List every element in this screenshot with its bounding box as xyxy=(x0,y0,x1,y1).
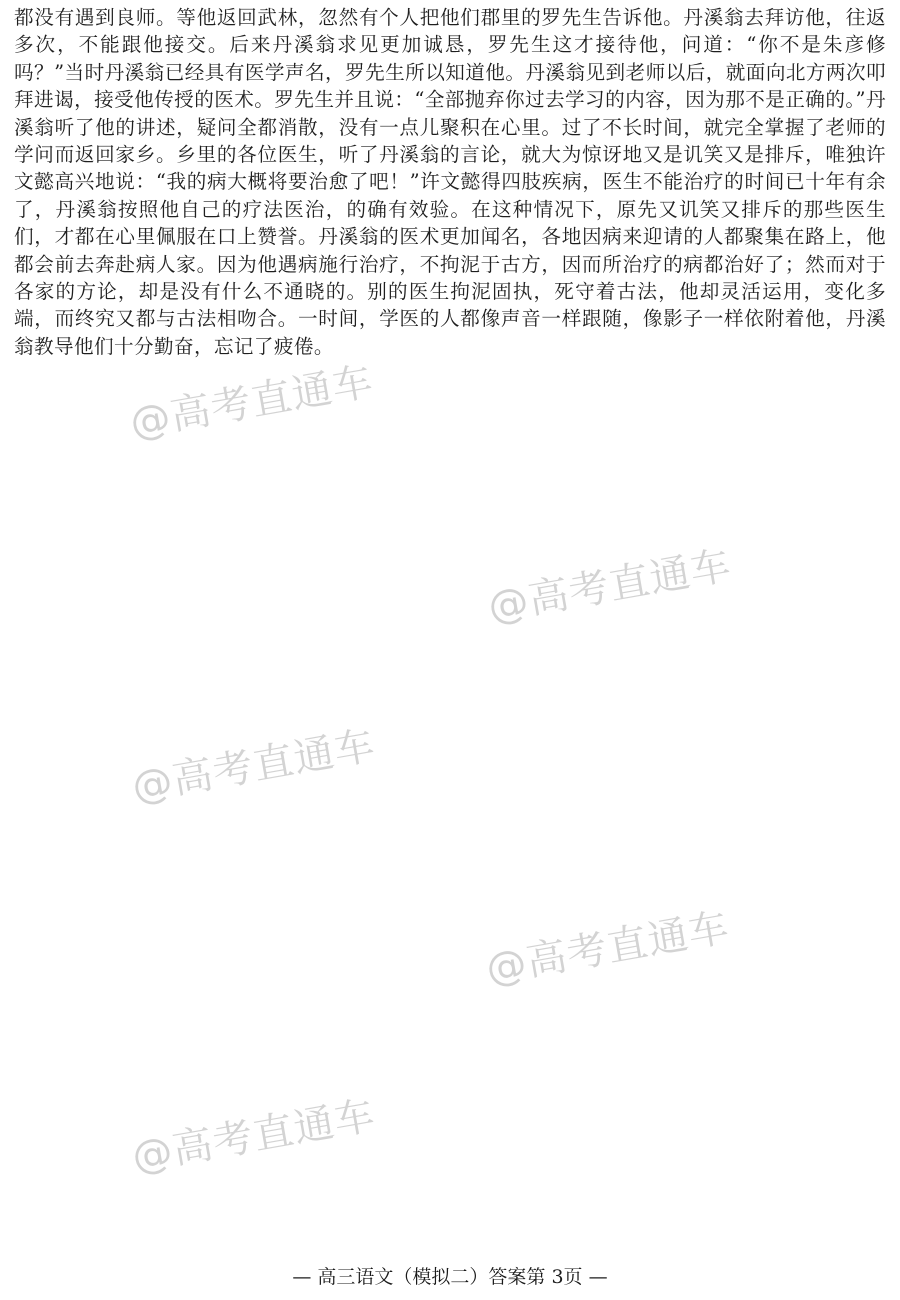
watermark-logo: @高考直通车 xyxy=(126,358,377,447)
watermark-logo: @高考直通车 xyxy=(484,542,735,631)
translation-passage: 都没有遇到良师。等他返回武林，忽然有个人把他们郡里的罗先生告诉他。丹溪翁去拜访他，往返多次，不能跟他接交。后来丹溪翁求见更加诚恳，罗先生这才接待他，问道：“你不是朱彦修吗？”当时丹溪翁已经具有医学声名，罗先生所以知道他。丹溪翁见到老师以后，就面向北方两次叩拜进谒，接受他传授的医术。罗先生并且说：“全部抛弃你过去学习的内容，因为那不是正确的。”丹溪翁听了他的讲述，疑问全都消散，没有一点儿聚积在心里。过了不长时间，就完全掌握了老师的学问而返回家乡。乡里的各位医生，听了丹溪翁的言论，就大为惊讶地又是讥笑又是排斥，唯独许文懿高兴地说：“我的病大概将要治愈了吧！”许文懿得四肢疾病，医生不能治疗的时间已十年有余了，丹溪翁按照他自己的疗法医治，的确有效验。在这种情况下，原先又讥笑又排斥的那些医生们，才都在心里佩服在口上赞誉。丹溪翁的医术更加闻名，各地因病来迎请的人都聚集在路上，他都会前去奔赴病人家。因为他遇病施行治疗，不拘泥于古方，因而所治疗的病都治好了；然而对于各家的方论，却是没有什么不通晓的。别的医生拘泥固执，死守着古法，他却灵活运用，变化多端，而终究又都与古法相吻合。一时间，学医的人都像声音一样跟随，像影子一样依附着他，丹溪翁教导他们十分勤奋，忘记了疲倦。 xyxy=(14,6,886,358)
watermark-logo: @高考直通车 xyxy=(482,904,733,993)
watermark-logo: @高考直通车 xyxy=(128,722,379,811)
page-footer: — 高三语文（模拟二）答案第 3页 — xyxy=(292,1266,608,1288)
watermark-logo: @高考直通车 xyxy=(128,1092,379,1181)
